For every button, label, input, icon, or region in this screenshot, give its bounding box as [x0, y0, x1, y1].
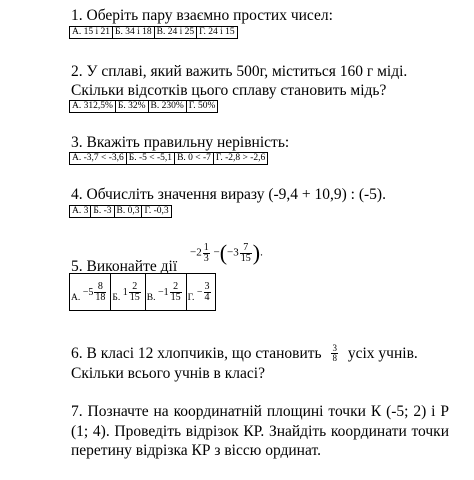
option-b: Б. 34 і 18 — [113, 27, 155, 39]
period: . — [260, 246, 263, 259]
option-label: Б. — [112, 292, 121, 303]
question-2-line-1: 2. У сплаві, який важить 500г, міститься 160 г міді. — [71, 63, 408, 80]
fraction — [240, 243, 252, 264]
option-d: Г. -0,3 — [142, 206, 171, 218]
question-2-options — [69, 100, 218, 113]
fraction — [129, 282, 141, 303]
mixed-whole: 1 — [122, 286, 128, 298]
fraction — [331, 344, 338, 363]
fraction — [170, 282, 182, 303]
question-3: 3. Вкажіть правильну нерівність: — [71, 134, 290, 151]
fraction-denominator: 15 — [129, 291, 140, 303]
minus-sign: − — [157, 286, 164, 298]
option-b — [111, 274, 145, 311]
fraction-denominator: 3 — [203, 252, 209, 264]
question-6-text-end: усіх учнів. — [347, 345, 418, 362]
option-d — [186, 274, 215, 311]
question-4: 4. Обчисліть значення виразу (-9,4 + 10,9) : (-5). — [71, 186, 386, 203]
fraction-numerator: 3 — [332, 343, 337, 353]
fraction-denominator: 15 — [240, 252, 251, 264]
option-d: Г. 50% — [186, 101, 218, 113]
minus-sign: − — [196, 286, 203, 298]
question-5-expression — [190, 240, 263, 266]
fraction — [204, 282, 211, 303]
option-d: Г. -2,8 > -2,6 — [213, 153, 267, 165]
option-d: Г. 24 і 15 — [197, 27, 238, 39]
option-a: А. 312,5% — [70, 101, 116, 113]
question-1: 1. Оберіть пару взаємно простих чисел: — [71, 7, 333, 24]
mixed-whole: 1 — [163, 286, 169, 298]
option-a: А. 15 і 21 — [70, 27, 113, 39]
option-a: А. 3 — [70, 206, 91, 218]
option-a: А. -3,7 < -3,6 — [70, 153, 127, 165]
minus-sign: − — [227, 246, 234, 259]
question-6-line-2: Скільки всього учнів в класі? — [71, 365, 265, 382]
option-c: В. 0,3 — [114, 206, 142, 218]
fraction — [203, 243, 210, 264]
minus-sign: − — [190, 246, 197, 259]
option-b: Б. 32% — [115, 101, 148, 113]
option-c: В. 230% — [148, 101, 186, 113]
option-b: Б. -3 — [91, 206, 114, 218]
question-6-line-1 — [71, 344, 418, 363]
question-4-options — [69, 205, 172, 218]
option-label: А. — [71, 292, 81, 303]
minus-sign: − — [82, 286, 89, 298]
fraction-numerator: 1 — [203, 241, 209, 253]
fraction-denominator: 15 — [170, 291, 181, 303]
fraction-numerator: 8 — [94, 282, 106, 293]
fraction-denominator: 4 — [204, 291, 210, 303]
question-6-text: 6. В класі 12 хлопчиків, що становить — [71, 345, 322, 362]
question-5-options — [69, 273, 216, 311]
mixed-whole: 2 — [196, 246, 202, 259]
option-a — [70, 274, 111, 311]
fraction-denominator: 18 — [95, 291, 106, 303]
fraction-numerator: 3 — [204, 280, 210, 292]
open-paren: ( — [219, 240, 228, 265]
fraction-denominator: 8 — [332, 353, 337, 363]
close-paren: ) — [252, 240, 261, 265]
option-label: В. — [146, 292, 156, 303]
mixed-whole: 5 — [88, 286, 94, 298]
question-3-options — [69, 152, 268, 165]
question-1-options — [69, 26, 238, 39]
question-7: 7. Позначте на координатній площині точки К (-5; 2) і Р (1; 4). Проведіть відрізок КР. Знайдіть координати точки перетину відрізка КР з віссю ординат. — [71, 403, 449, 459]
option-label: Г. — [187, 292, 195, 303]
mixed-whole: 3 — [233, 246, 239, 259]
fraction-numerator: 7 — [240, 243, 252, 254]
minus-operator: − — [213, 246, 220, 259]
fraction-numerator: 2 — [170, 282, 182, 293]
option-c — [145, 274, 186, 311]
fraction — [94, 282, 106, 303]
option-b: Б. -5 < -5,1 — [126, 153, 174, 165]
question-5: 5. Виконайте дії — [71, 258, 178, 275]
option-c: В. 24 і 25 — [154, 27, 196, 39]
fraction-numerator: 2 — [129, 282, 141, 293]
question-2-line-2: Скільки відсотків цього сплаву становить мідь? — [71, 82, 387, 99]
option-c: В. 0 < -7 — [175, 153, 214, 165]
